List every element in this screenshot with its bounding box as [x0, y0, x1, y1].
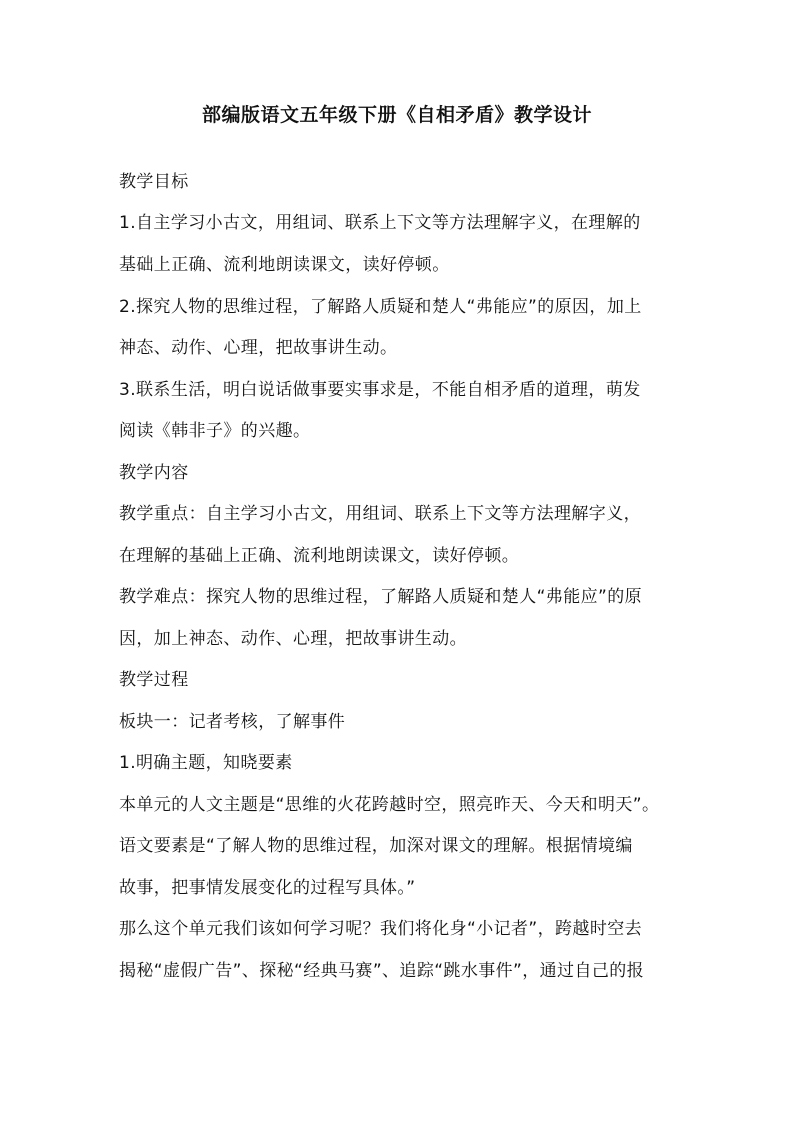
objective-3-line-2: 阅读《韩非子》的兴趣。 [119, 421, 311, 441]
difficulty-line-2: 因，加上神态、动作、心理，把故事讲生动。 [119, 629, 467, 649]
paragraph-unit-line-2: 揭秘“虚假广告”、探秘“经典马赛”、追踪“跳水事件”，通过自己的报 [119, 961, 645, 981]
block-one-heading: 板块一：记者考核，了解事件 [119, 712, 346, 732]
objective-3-line-1: 3.联系生活，明白说话做事要实事求是，不能自相矛盾的道理，萌发 [119, 380, 641, 400]
paragraph-elements-line-2: 故事，把事情发展变化的过程写具体。” [119, 878, 416, 898]
section-heading-objectives: 教学目标 [119, 172, 189, 192]
objective-1-line-1: 1.自主学习小古文，用组词、联系上下文等方法理解字义，在理解的 [119, 213, 641, 233]
section-heading-process: 教学过程 [119, 670, 189, 690]
difficulty-line-1: 教学难点：探究人物的思维过程，了解路人质疑和楚人“弗能应”的原 [119, 587, 643, 607]
step-1-heading: 1.明确主题，知晓要素 [119, 753, 293, 773]
section-heading-content: 教学内容 [119, 463, 189, 483]
paragraph-elements-line-1: 语文要素是“了解人物的思维过程，加深对课文的理解。根据情境编 [119, 836, 633, 856]
paragraph-unit-line-1: 那么这个单元我们该如何学习呢？我们将化身“小记者”，跨越时空去 [119, 919, 643, 939]
key-point-line-1: 教学重点：自主学习小古文，用组词、联系上下文等方法理解字义， [119, 504, 641, 524]
paragraph-theme-line: 本单元的人文主题是“思维的火花跨越时空，照亮昨天、今天和明天”。 [119, 795, 660, 815]
document-title: 部编版语文五年级下册《自相矛盾》教学设计 [201, 104, 592, 126]
objective-2-line-2: 神态、动作、心理，把故事讲生动。 [119, 338, 398, 358]
objective-2-line-1: 2.探究人物的思维过程，了解路人质疑和楚人“弗能应”的原因，加上 [119, 297, 642, 317]
key-point-line-2: 在理解的基础上正确、流利地朗读课文，读好停顿。 [119, 546, 520, 566]
objective-1-line-2: 基础上正确、流利地朗读课文，读好停顿。 [119, 255, 450, 275]
